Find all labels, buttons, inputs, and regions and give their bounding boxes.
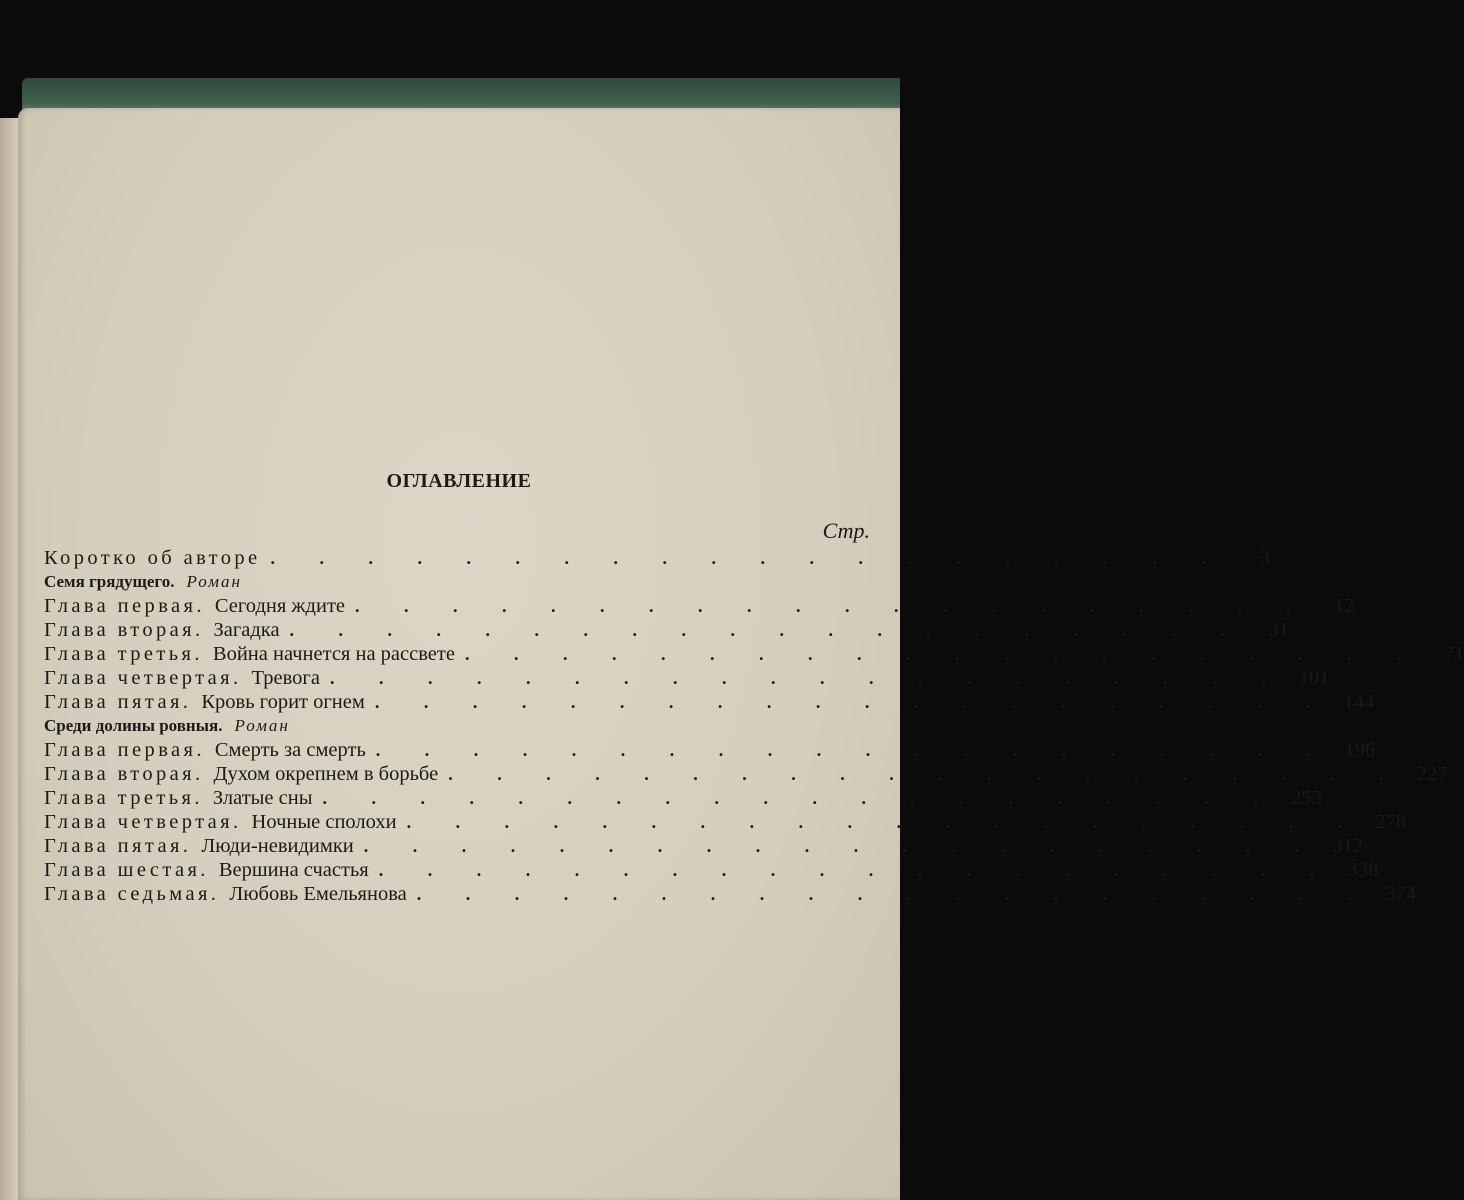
- section-genre: Роман: [234, 716, 290, 735]
- chapter-number: Глава первая.: [44, 595, 205, 617]
- chapter-number: Глава пятая.: [44, 835, 192, 857]
- toc-entry: [44, 786, 1323, 810]
- dot-leader: . . . . . . . . . . . . . . . . . . . .: [289, 620, 1246, 640]
- dot-leader: . . . . . . . . . . . . . . . . . . . .: [406, 812, 1363, 832]
- book-page: [18, 108, 1464, 1200]
- chapter-title: Любовь Емельянова: [229, 883, 407, 905]
- toc-entry: [44, 834, 1364, 858]
- section-title: Семя грядущего.: [44, 572, 175, 591]
- dot-leader: . . . . . . . . . . . . . . . . . . . .: [375, 740, 1332, 760]
- dot-leader: . . . . . . . . . . . . . . . . . . . .: [448, 764, 1404, 784]
- toc-page-number: 12: [1334, 595, 1355, 617]
- dot-leader: . . . . . . . . . . . . . . . . . . . .: [378, 860, 1335, 880]
- chapter-title: Смерть за смерть: [214, 739, 366, 761]
- chapter-title: Златые сны: [212, 787, 313, 809]
- toc-page-number: 144: [1343, 691, 1375, 713]
- chapter-title: Вершина счастья: [218, 859, 369, 881]
- toc-entry: [44, 618, 1290, 642]
- toc-page-number: 338: [1347, 859, 1379, 881]
- toc-entry: [44, 690, 1375, 714]
- toc-page-number: 101: [1298, 667, 1330, 689]
- table-of-contents: [44, 546, 1464, 906]
- chapter-number: Глава четвертая.: [44, 667, 242, 689]
- dot-leader: . . . . . . . . . . . . . . . . . . . .: [416, 884, 1373, 904]
- chapter-title: Война начнется на рассвете: [212, 643, 455, 665]
- toc-section-heading: [44, 714, 870, 738]
- page-column-header: Стр.: [822, 518, 870, 543]
- dot-leader: . . . . . . . . . . . . . . . . . . . .: [363, 836, 1320, 856]
- chapter-number: Глава третья.: [44, 643, 203, 665]
- toc-entry: [44, 810, 1407, 834]
- chapter-title: Загадка: [213, 619, 280, 641]
- dot-leader: . . . . . . . . . . . . . . . . . . . .: [270, 548, 1227, 568]
- chapter-number: Глава четвертая.: [44, 811, 242, 833]
- dot-leader: . . . . . . . . . . . . . . . . . . . .: [374, 692, 1331, 712]
- toc-page-number: 312: [1332, 835, 1364, 857]
- toc-page-number: 71: [1443, 643, 1464, 665]
- chapter-number: Глава третья.: [44, 787, 203, 809]
- toc-entry: [44, 666, 1330, 690]
- chapter-number: Глава пятая.: [44, 691, 192, 713]
- toc-page-number: 31: [1268, 619, 1290, 641]
- chapter-number: Глава седьмая.: [44, 883, 220, 905]
- toc-page-number: 374: [1385, 883, 1417, 905]
- dot-leader: . . . . . . . . . . . . . . . . . . . .: [322, 788, 1279, 808]
- section-genre: Роман: [186, 572, 242, 591]
- dot-leader: . . . . . . . . . . . . . . . . . . . .: [464, 644, 1421, 664]
- toc-entry: [44, 858, 1379, 882]
- chapter-title: Люди-невидимки: [201, 835, 354, 857]
- chapter-title: Тревога: [251, 667, 320, 689]
- toc-entry: [44, 882, 1417, 906]
- toc-title: ОГЛАВЛЕНИЕ: [386, 470, 532, 492]
- section-title: Среди долины ровныя.: [44, 716, 223, 735]
- toc-entry: [44, 762, 1448, 786]
- dot-leader: . . . . . . . . . . . . . . . . . . . .: [355, 596, 1311, 616]
- chapter-title: Духом окрепнем в борьбе: [213, 763, 439, 785]
- chapter-number: Глава вторая.: [44, 619, 204, 641]
- toc-page-number: 3: [1259, 547, 1271, 569]
- chapter-number: Глава первая.: [44, 739, 205, 761]
- dot-leader: . . . . . . . . . . . . . . . . . . . .: [329, 668, 1286, 688]
- toc-page-number: 227: [1416, 763, 1448, 785]
- toc-page-number: 196: [1344, 739, 1376, 761]
- toc-entry: [44, 594, 1355, 618]
- chapter-title: Сегодня ждите: [214, 595, 346, 617]
- toc-entry: [44, 738, 1376, 762]
- toc-entry: [44, 642, 1464, 666]
- toc-page-number: 278: [1375, 811, 1407, 833]
- chapter-number: Глава вторая.: [44, 763, 204, 785]
- toc-section-heading: [44, 570, 870, 594]
- toc-entry-label: Коротко об авторе: [44, 547, 261, 569]
- toc-page-number: 253: [1291, 787, 1323, 809]
- chapter-number: Глава шестая.: [44, 859, 209, 881]
- toc-entry: [44, 546, 1271, 570]
- chapter-title: Кровь горит огнем: [201, 691, 365, 713]
- chapter-title: Ночные сполохи: [251, 811, 397, 833]
